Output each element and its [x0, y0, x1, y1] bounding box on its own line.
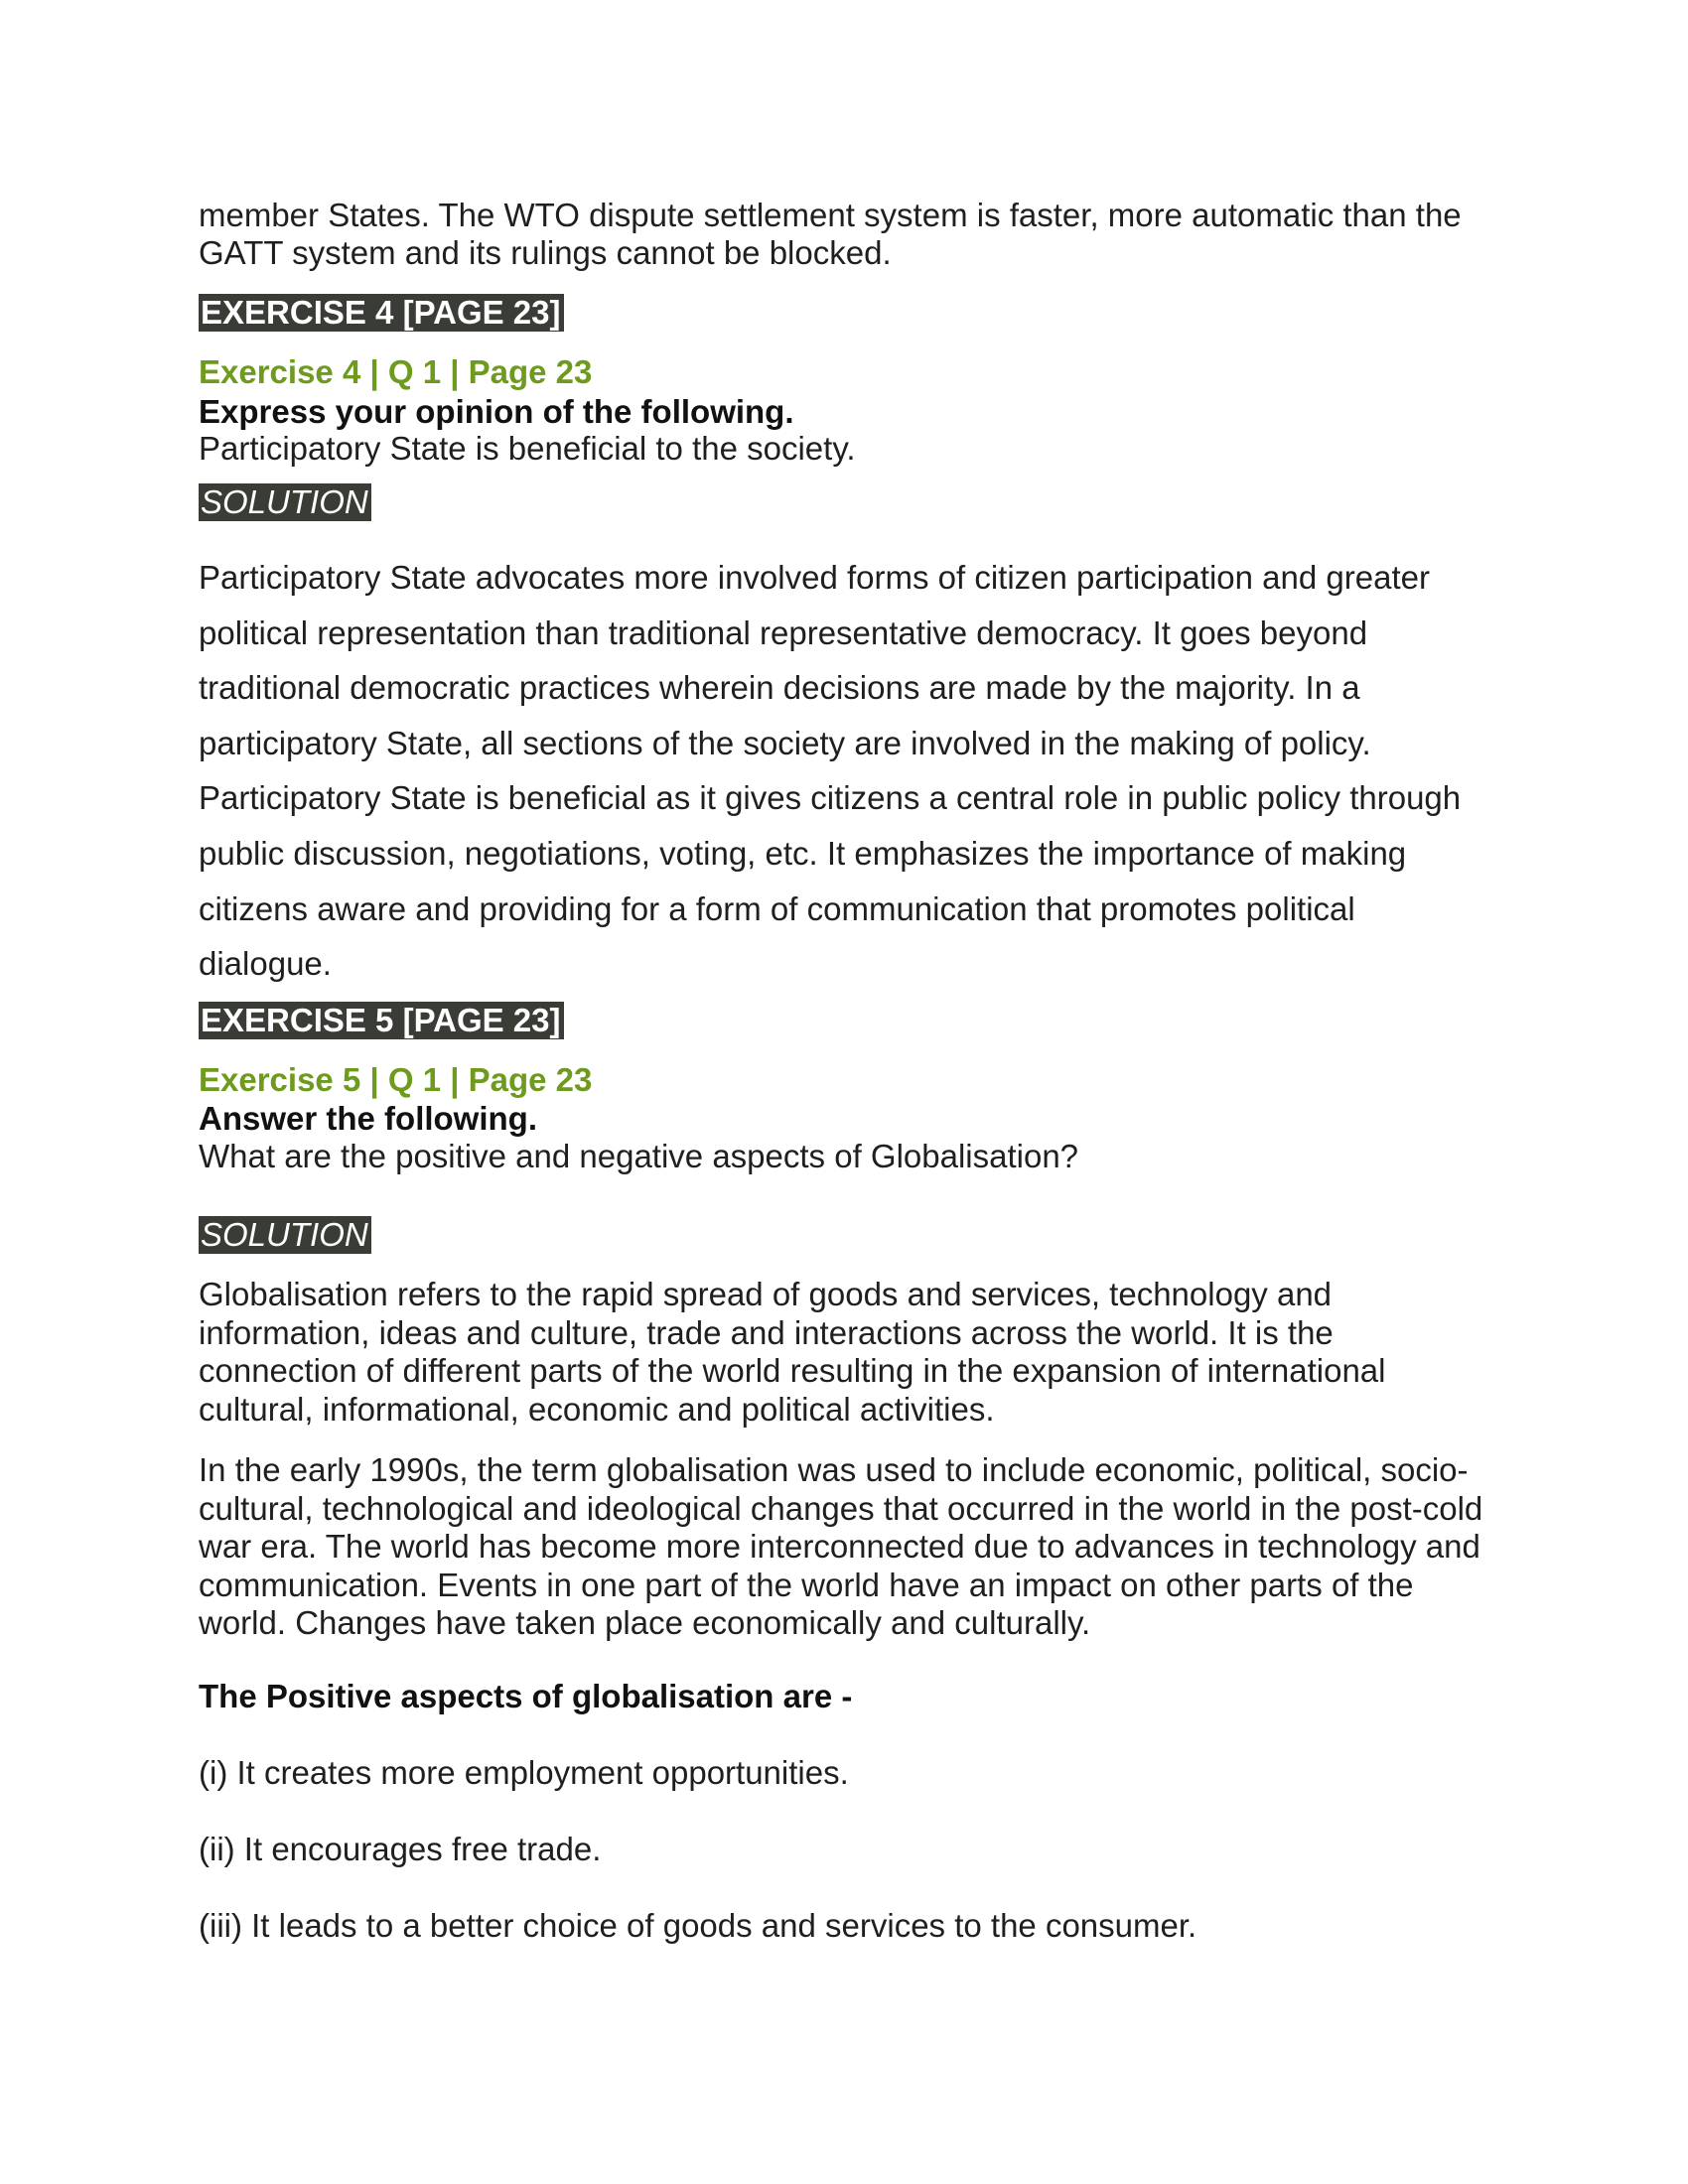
exercise-5-reference: Exercise 5 | Q 1 | Page 23 [199, 1061, 593, 1098]
exercise-4-reference: Exercise 4 | Q 1 | Page 23 [199, 353, 593, 390]
exercise-5-question: What are the positive and negative aspects of Globalisation? [199, 1138, 1079, 1174]
exercise-5-header: EXERCISE 5 [PAGE 23] [199, 1002, 564, 1039]
exercise-4-header: EXERCISE 4 [PAGE 23] [199, 294, 564, 332]
intro-paragraph: member States. The WTO dispute settlement system is faster, more automatic than the GATT system and its rulings cannot be blocked. [199, 197, 1462, 271]
exercise-4-solution-label: SOLUTION [199, 483, 371, 521]
positive-aspect-item: (iii) It leads to a better choice of goods and services to the consumer. [199, 1907, 1197, 1944]
exercise-4-answer: Participatory State advocates more involved forms of citizen participation and greater political representation than traditional representative democracy. It goes beyond traditional democratic practices wherein decisions are made by the majority. In a participatory State, all sections of the society are involved in the making of policy. Participatory State is beneficial as it gives citizens a central role in public policy through public discussion, negotiations, voting, etc. It emphasizes the importance of making citizens aware and providing for a form of communication that promotes political dialogue. [199, 559, 1462, 983]
exercise-5-paragraph-1: Globalisation refers to the rapid spread of goods and services, technology and information, ideas and culture, trade and interactions across the world. It is the connection of different parts of the world resulting in the expansion of international cultural, informational, economic and political activities. [199, 1276, 1386, 1428]
exercise-4-question: Participatory State is beneficial to the society. [199, 430, 856, 467]
positive-aspect-item: (ii) It encourages free trade. [199, 1831, 602, 1867]
exercise-5-instruction: Answer the following. [199, 1100, 538, 1137]
exercise-4-instruction: Express your opinion of the following. [199, 393, 794, 430]
positive-aspect-item: (i) It creates more employment opportunities. [199, 1754, 849, 1791]
exercise-5-paragraph-2: In the early 1990s, the term globalisation was used to include economic, political, socio-cultural, technological and ideological changes that occurred in the world in the post-cold war era. The world has become more interconnected due to advances in technology and communication. Events in one part of the world have an impact on other parts of the world. Changes have taken place economically and culturally. [199, 1451, 1483, 1641]
positive-aspects-heading: The Positive aspects of globalisation are - [199, 1678, 853, 1714]
exercise-5-solution-label: SOLUTION [199, 1216, 371, 1254]
